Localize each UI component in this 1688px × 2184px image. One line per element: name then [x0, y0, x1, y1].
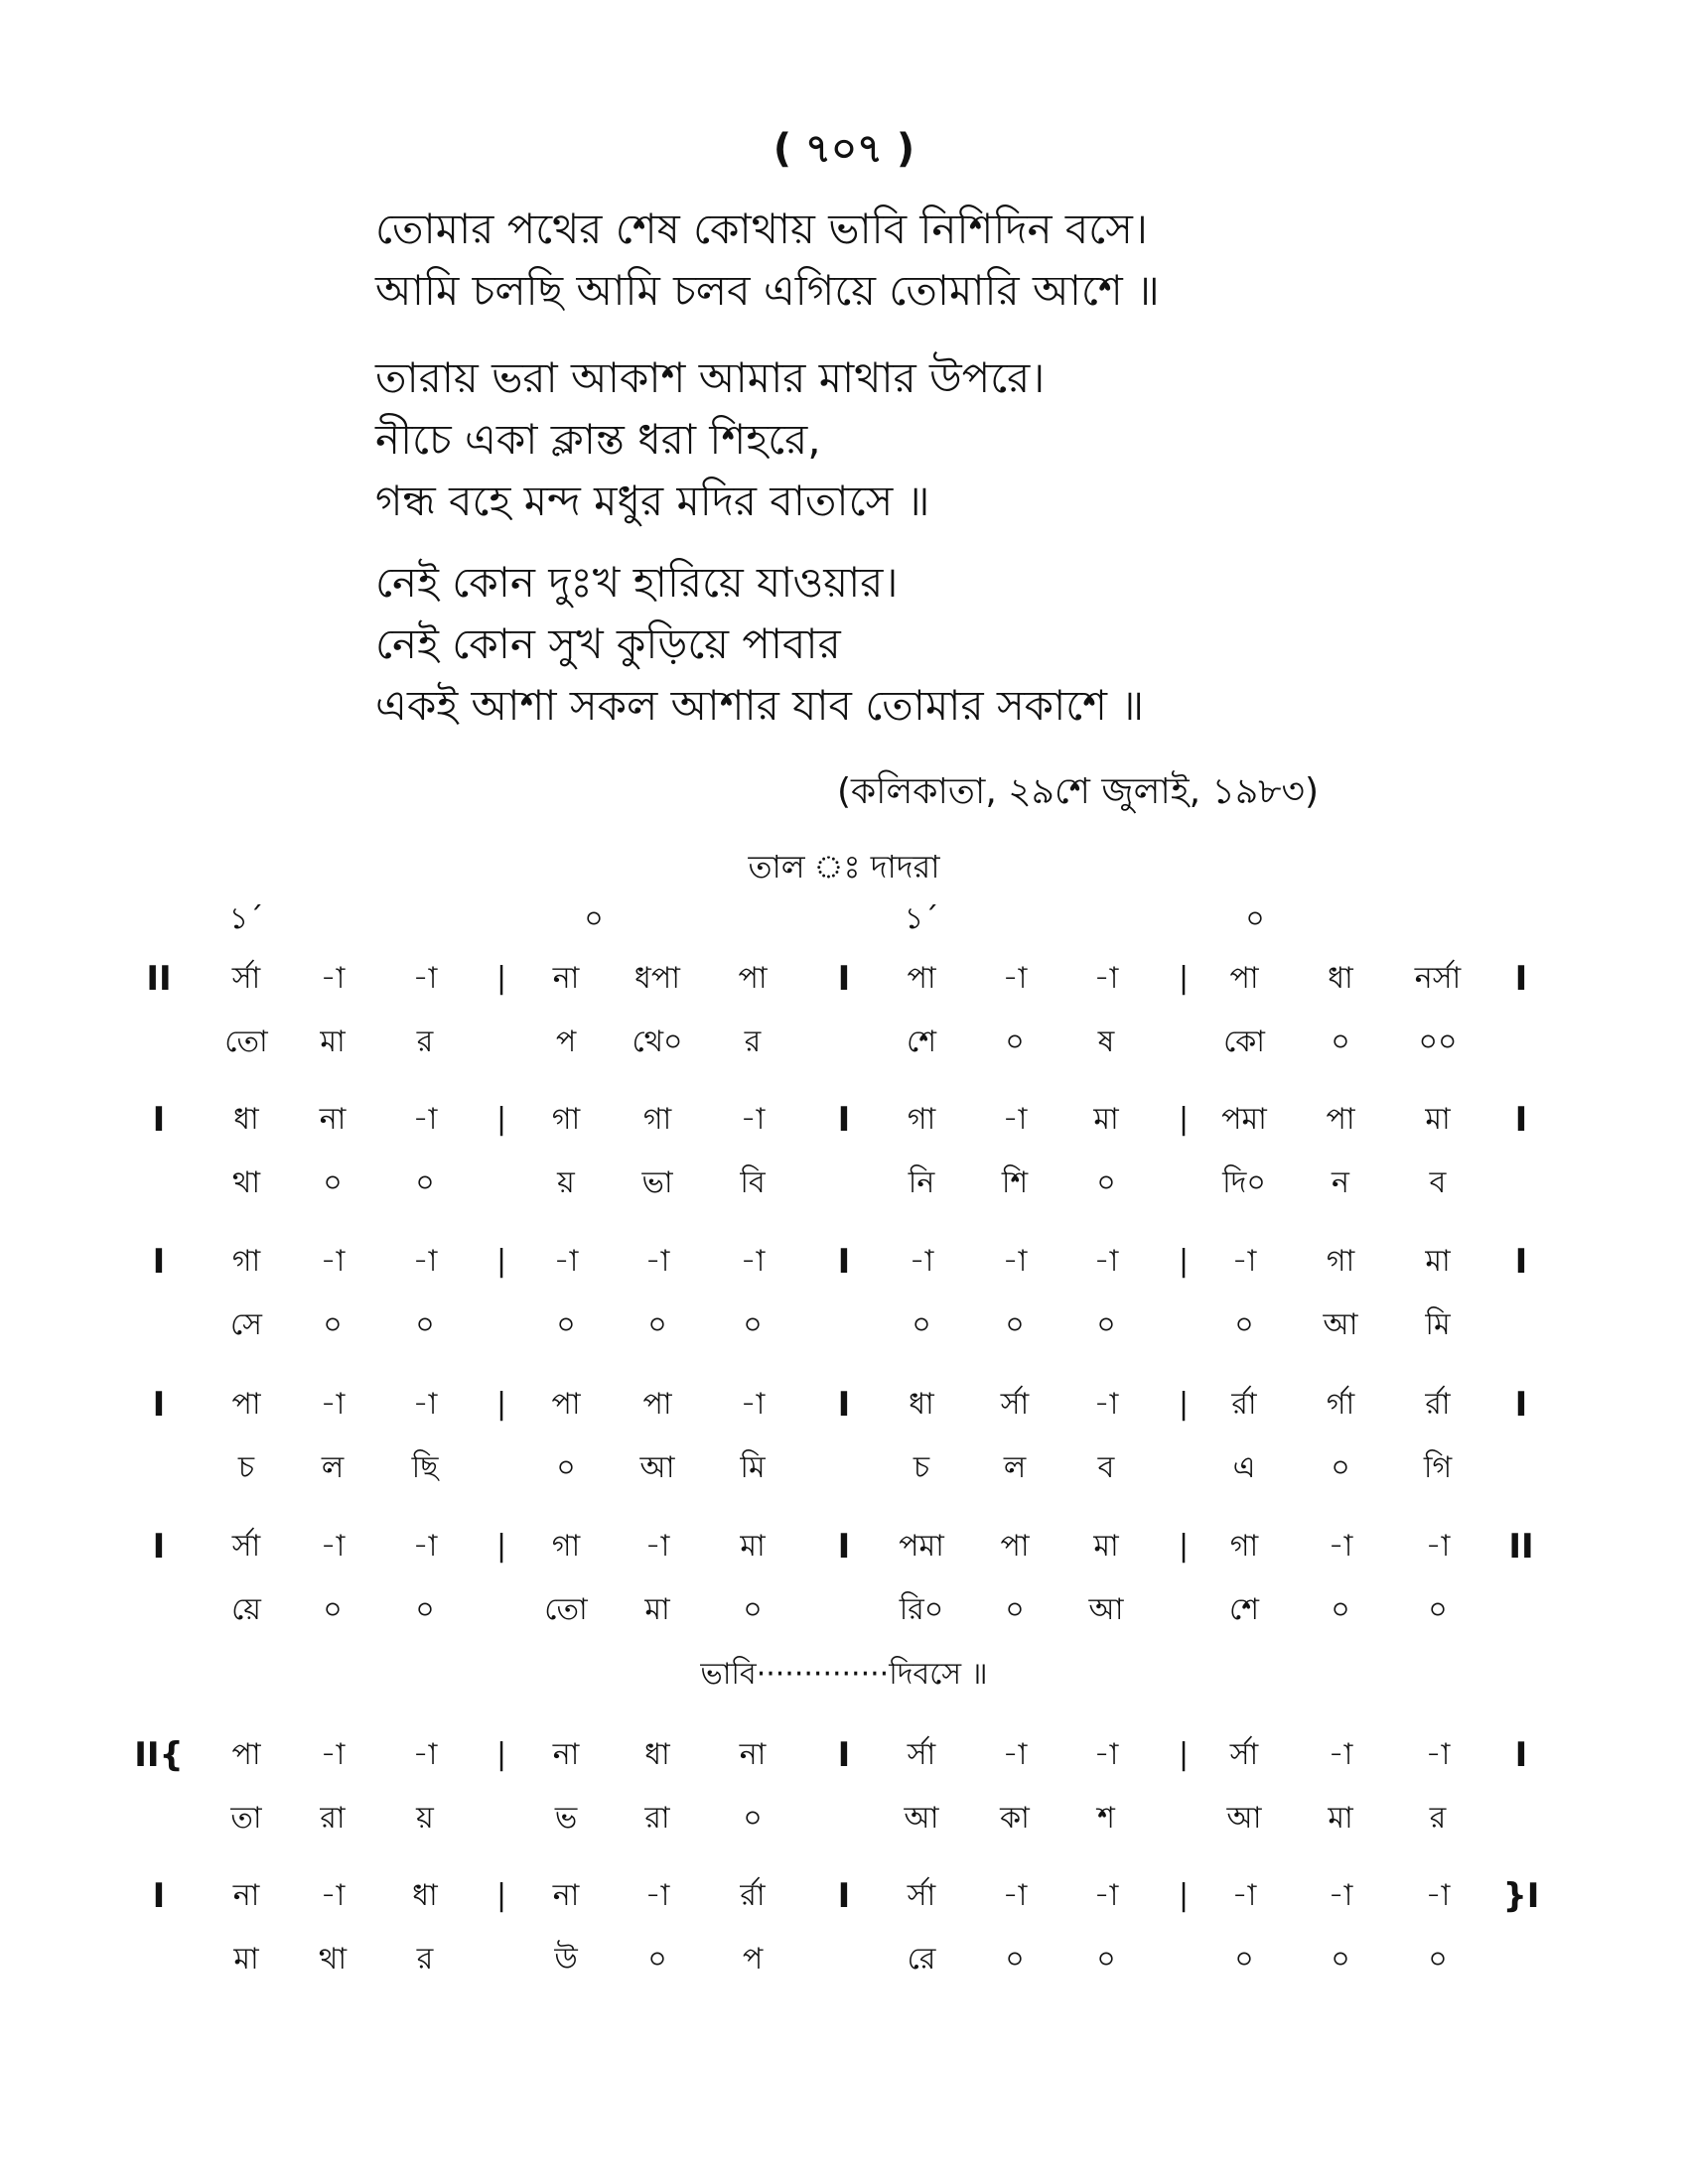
swara-note: -া	[644, 1529, 670, 1564]
lyric-syllable: ল	[1003, 1450, 1027, 1485]
lyric-syllable: ০	[323, 1165, 343, 1200]
row-start-bar: I	[152, 1100, 166, 1140]
lyric-syllable: রা	[644, 1801, 670, 1836]
swara-note: গা	[1326, 1244, 1355, 1279]
row-end-bar: }I	[1502, 1876, 1540, 1916]
swara-note: গা	[551, 1529, 581, 1564]
lyric-syllable: ০	[1005, 1592, 1025, 1627]
lyric-syllable: ০	[1428, 1942, 1448, 1977]
measure-separator: |	[1178, 1387, 1190, 1422]
row-start-bar: II	[146, 959, 172, 999]
measure-separator: |	[1178, 1878, 1190, 1913]
lyric-syllable: র	[416, 1024, 434, 1059]
swara-note: -া	[740, 1102, 766, 1137]
interlude-text: ভাবি··············দিবসে ॥	[700, 1657, 988, 1692]
swara-note: র্সা	[1000, 1387, 1030, 1422]
lyric-syllable: রি০	[899, 1592, 944, 1627]
lyric-syllable: শ	[1097, 1801, 1115, 1836]
lyric-syllable: ০০	[1418, 1024, 1458, 1059]
lyric-syllable: র	[744, 1024, 762, 1059]
lyric-syllable: থা	[318, 1942, 348, 1977]
swara-note: -া	[320, 1737, 346, 1772]
lyric-syllable: তো	[544, 1592, 588, 1627]
lyric-syllable: ০	[1234, 1942, 1254, 1977]
swara-note: নর্সা	[1414, 961, 1462, 996]
swara-note: র্রা	[740, 1878, 766, 1913]
lyric-syllable: ০	[743, 1592, 763, 1627]
measure-separator: |	[495, 1244, 507, 1279]
lyric-syllable: ০	[415, 1307, 435, 1342]
swara-note: পমা	[1221, 1102, 1267, 1137]
lyric-syllable: ০	[743, 1801, 763, 1836]
lyric-syllable: চ	[237, 1450, 255, 1485]
lyric-syllable: ০	[415, 1592, 435, 1627]
swara-note: -া	[1328, 1737, 1353, 1772]
measure-separator: I	[837, 1242, 851, 1282]
measure-separator: |	[495, 1529, 507, 1564]
lyric-line: একই আশা সকল আশার যাব তোমার সকাশে ॥	[375, 681, 1145, 730]
lyric-syllable: সে	[230, 1307, 262, 1342]
lyric-syllable: ০	[912, 1307, 931, 1342]
swara-note: না	[552, 961, 580, 996]
lyric-syllable: ০	[415, 1165, 435, 1200]
lyric-line: গন্ধ বহে মন্দ মধুর মদির বাতাসে ॥	[375, 477, 930, 525]
lyric-syllable: চ	[913, 1450, 930, 1485]
lyric-syllable: ০	[647, 1307, 667, 1342]
place-date: (কলিকাতা, ২৯শে জুলাই, ১৯৮৩)	[836, 771, 1319, 812]
lyric-syllable: কো	[1223, 1024, 1265, 1059]
swara-note: র্গা	[1326, 1387, 1355, 1422]
measure-separator: |	[1178, 1244, 1190, 1279]
swara-note: না	[552, 1737, 580, 1772]
swara-note: ধপা	[634, 961, 680, 996]
measure-separator: I	[837, 1527, 851, 1567]
lyric-syllable: ০	[647, 1942, 667, 1977]
measure-separator: I	[837, 1876, 851, 1916]
measure-separator: I	[837, 1385, 851, 1425]
lyric-syllable: ০	[323, 1592, 343, 1627]
lyric-syllable: ০	[1096, 1942, 1116, 1977]
swara-note: -া	[320, 1387, 346, 1422]
lyric-syllable: থা	[231, 1165, 261, 1200]
beat-mark: ১´	[228, 901, 264, 936]
swara-note: ধা	[412, 1878, 438, 1913]
lyric-syllable: ০	[1005, 1942, 1025, 1977]
swara-note: -া	[644, 1878, 670, 1913]
swara-note: পা	[1229, 961, 1259, 996]
swara-note: র্সা	[231, 1529, 261, 1564]
swara-note: -া	[740, 1387, 766, 1422]
swara-note: -া	[1231, 1244, 1257, 1279]
swara-note: র্সা	[907, 1737, 936, 1772]
lyric-syllable: র	[1429, 1801, 1447, 1836]
swara-note: -া	[1093, 1737, 1119, 1772]
swara-note: ধা	[644, 1737, 670, 1772]
swara-note: না	[552, 1878, 580, 1913]
swara-note: পা	[642, 1387, 672, 1422]
lyric-syllable: বি	[740, 1165, 766, 1200]
swara-note: পা	[1000, 1529, 1030, 1564]
lyric-syllable: ভ	[554, 1801, 578, 1836]
swara-note: -া	[320, 1878, 346, 1913]
lyric-syllable: ০	[556, 1307, 576, 1342]
lyric-syllable: নি	[908, 1165, 935, 1200]
beat-mark: ০	[1245, 901, 1265, 936]
swara-note: পা	[1326, 1102, 1355, 1137]
lyric-syllable: য়	[416, 1801, 434, 1836]
lyric-syllable: ০	[1428, 1592, 1448, 1627]
swara-note: -া	[320, 961, 346, 996]
measure-separator: |	[1178, 961, 1190, 996]
swara-note: -া	[1231, 1878, 1257, 1913]
lyric-syllable: ভা	[641, 1165, 673, 1200]
swara-note: পা	[907, 961, 936, 996]
swara-note: ধা	[233, 1102, 259, 1137]
swara-note: -া	[1002, 1244, 1028, 1279]
measure-separator: |	[495, 1387, 507, 1422]
measure-separator: I	[837, 959, 851, 999]
swara-note: -া	[412, 1529, 438, 1564]
lyric-syllable: য়	[557, 1165, 575, 1200]
swara-note: পা	[738, 961, 768, 996]
swara-note: না	[232, 1878, 260, 1913]
lyric-syllable: মা	[233, 1942, 259, 1977]
lyric-syllable: আ	[1088, 1592, 1124, 1627]
swara-note: মা	[740, 1529, 766, 1564]
lyric-syllable: মি	[1425, 1307, 1451, 1342]
page-number: ( ৭০৭ )	[773, 126, 915, 172]
lyric-syllable: ০	[1331, 1942, 1350, 1977]
swara-note: -া	[1002, 1102, 1028, 1137]
measure-separator: |	[1178, 1102, 1190, 1137]
lyric-line: তারায় ভরা আকাশ আমার মাথার উপরে।	[375, 353, 1046, 402]
swara-note: পা	[231, 1387, 261, 1422]
lyric-syllable: তো	[224, 1024, 268, 1059]
swara-note: -া	[1425, 1878, 1451, 1913]
row-start-bar: II{	[134, 1735, 184, 1775]
lyric-syllable: আ	[639, 1450, 675, 1485]
lyric-syllable: গি	[1423, 1450, 1453, 1485]
swara-note: র্রা	[1425, 1387, 1451, 1422]
lyric-syllable: প	[555, 1024, 577, 1059]
lyric-syllable: ০	[1096, 1307, 1116, 1342]
swara-note: মা	[1425, 1102, 1451, 1137]
lyric-syllable: থে০	[632, 1024, 683, 1059]
lyric-syllable: আ	[1226, 1801, 1262, 1836]
lyric-syllable: ০	[1331, 1450, 1350, 1485]
lyric-syllable: ছি	[411, 1450, 439, 1485]
swara-note: র্সা	[231, 961, 261, 996]
lyric-syllable: মা	[320, 1024, 346, 1059]
row-end-bar: I	[1514, 1242, 1528, 1282]
swara-note: মা	[1093, 1529, 1119, 1564]
swara-note: মা	[1425, 1244, 1451, 1279]
measure-separator: |	[495, 1878, 507, 1913]
swara-note: মা	[1093, 1102, 1119, 1137]
lyric-syllable: ০	[1234, 1307, 1254, 1342]
row-end-bar: I	[1514, 1100, 1528, 1140]
lyric-syllable: মা	[644, 1592, 670, 1627]
measure-separator: |	[495, 1102, 507, 1137]
lyric-syllable: ০	[323, 1307, 343, 1342]
row-end-bar: II	[1508, 1527, 1534, 1567]
swara-note: -া	[412, 1102, 438, 1137]
swara-note: -া	[412, 1387, 438, 1422]
lyric-syllable: আ	[1323, 1307, 1358, 1342]
lyric-syllable: ০	[1331, 1024, 1350, 1059]
swara-note: -া	[740, 1244, 766, 1279]
swara-note: গা	[907, 1102, 936, 1137]
swara-note: পা	[551, 1387, 581, 1422]
lyric-syllable: ব	[1429, 1165, 1447, 1200]
swara-note: র্রা	[1231, 1387, 1257, 1422]
measure-separator: I	[837, 1735, 851, 1775]
lyric-syllable: এ	[1232, 1450, 1256, 1485]
swara-note: -া	[1328, 1529, 1353, 1564]
swara-note: পমা	[899, 1529, 944, 1564]
swara-note: ধা	[909, 1387, 934, 1422]
row-end-bar: I	[1514, 959, 1528, 999]
lyric-syllable: ০	[1331, 1592, 1350, 1627]
lyric-syllable: ষ	[1097, 1024, 1115, 1059]
lyric-syllable: য়ে	[231, 1592, 261, 1627]
lyric-syllable: দি০	[1222, 1165, 1266, 1200]
lyric-line: তোমার পথের শেষ কোথায় ভাবি নিশিদিন বসে।	[375, 205, 1148, 253]
swara-note: -া	[320, 1244, 346, 1279]
lyric-syllable: ন	[1332, 1165, 1349, 1200]
lyric-syllable: ০	[1005, 1024, 1025, 1059]
swara-note: গা	[231, 1244, 261, 1279]
lyric-syllable: ০	[1096, 1165, 1116, 1200]
lyric-syllable: ব	[1097, 1450, 1115, 1485]
lyric-syllable: শি	[1001, 1165, 1029, 1200]
beat-mark: ০	[584, 901, 604, 936]
lyric-syllable: ল	[321, 1450, 345, 1485]
lyric-syllable: রে	[907, 1942, 936, 1977]
lyric-syllable: শে	[1229, 1592, 1259, 1627]
swara-note: -া	[909, 1244, 934, 1279]
lyric-syllable: প	[742, 1942, 764, 1977]
swara-note: গা	[551, 1102, 581, 1137]
swara-note: -া	[412, 1244, 438, 1279]
swara-note: -া	[412, 1737, 438, 1772]
swara-note: গা	[642, 1102, 672, 1137]
lyric-line: নেই কোন দুঃখ হারিয়ে যাওয়ার।	[375, 558, 899, 607]
swara-note: র্সা	[1229, 1737, 1259, 1772]
swara-note: না	[319, 1102, 347, 1137]
lyric-syllable: শে	[907, 1024, 936, 1059]
beat-mark: ১´	[904, 901, 939, 936]
lyric-syllable: মা	[1328, 1801, 1353, 1836]
swara-note: পা	[231, 1737, 261, 1772]
lyric-syllable: ০	[1005, 1307, 1025, 1342]
row-start-bar: I	[152, 1385, 166, 1425]
swara-note: -া	[1093, 1878, 1119, 1913]
swara-note: -া	[553, 1244, 579, 1279]
row-end-bar: I	[1514, 1385, 1528, 1425]
tala-label: তাল ঃ দাদরা	[748, 848, 940, 886]
lyric-line: নেই কোন সুখ কুড়িয়ে পাবার	[375, 619, 841, 668]
swara-note: -া	[1093, 961, 1119, 996]
swara-note: ধা	[1328, 961, 1353, 996]
measure-separator: |	[1178, 1529, 1190, 1564]
lyric-syllable: ০	[743, 1307, 763, 1342]
lyric-syllable: র	[416, 1942, 434, 1977]
lyric-syllable: কা	[1000, 1801, 1030, 1836]
swara-note: -া	[1002, 1737, 1028, 1772]
swara-note: -া	[320, 1529, 346, 1564]
lyric-syllable: মি	[740, 1450, 766, 1485]
swara-note: র্সা	[907, 1878, 936, 1913]
lyric-syllable: উ	[554, 1942, 578, 1977]
row-start-bar: I	[152, 1527, 166, 1567]
lyric-line: আমি চলছি আমি চলব এগিয়ে তোমারি আশে ॥	[375, 266, 1160, 315]
swara-note: গা	[1229, 1529, 1259, 1564]
swara-note: না	[739, 1737, 767, 1772]
swara-note: -া	[1425, 1737, 1451, 1772]
swara-note: -া	[1093, 1244, 1119, 1279]
lyric-line: নীচে একা ক্লান্ত ধরা শিহরে,	[375, 415, 821, 464]
swara-note: -া	[412, 961, 438, 996]
swara-note: -া	[644, 1244, 670, 1279]
swara-note: -া	[1425, 1529, 1451, 1564]
swara-note: -া	[1002, 961, 1028, 996]
measure-separator: |	[495, 1737, 507, 1772]
lyric-syllable: তা	[230, 1801, 262, 1836]
row-start-bar: I	[152, 1876, 166, 1916]
measure-separator: |	[495, 961, 507, 996]
row-start-bar: I	[152, 1242, 166, 1282]
lyric-syllable: রা	[320, 1801, 346, 1836]
swara-note: -া	[1093, 1387, 1119, 1422]
lyric-syllable: আ	[904, 1801, 939, 1836]
row-end-bar: I	[1514, 1735, 1528, 1775]
measure-separator: |	[1178, 1737, 1190, 1772]
swara-note: -া	[1002, 1878, 1028, 1913]
lyric-syllable: ০	[556, 1450, 576, 1485]
swara-note: -া	[1328, 1878, 1353, 1913]
measure-separator: I	[837, 1100, 851, 1140]
